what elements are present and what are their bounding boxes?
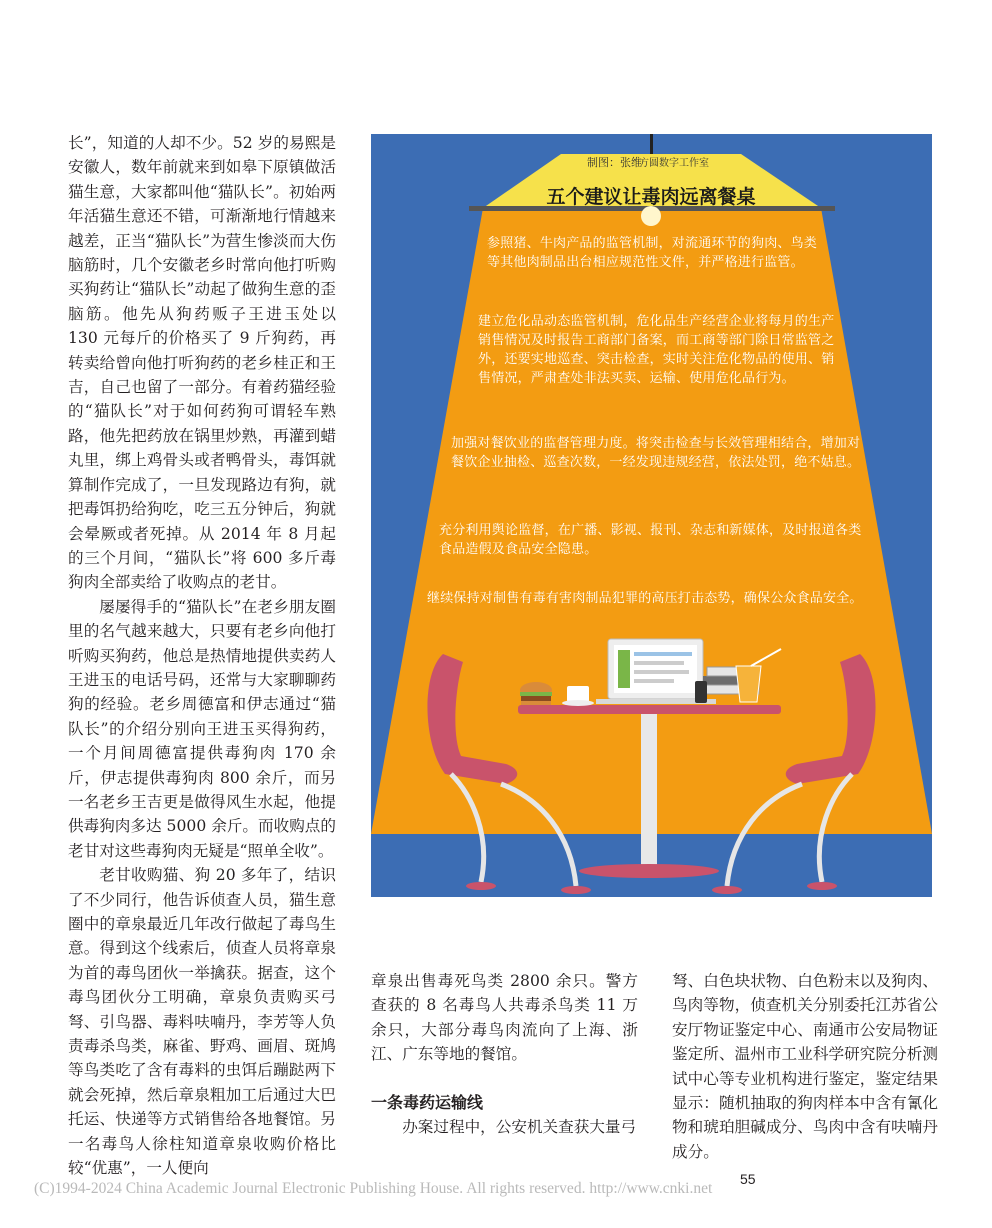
body-paragraph: 弩、白色块状物、白色粉末以及狗肉、鸟肉等物，侦查机关分别委托江苏省公安厅物证鉴定中心、南通市公安局物证鉴定所、温州市工业科学研究院分析测试中心等专业机构进行鉴定，鉴定结果显示：随机抽取的狗肉样本中含有氰化物和琥珀胆碱成分、鸟肉中含有呋喃丹成分。 (672, 972, 938, 1161)
tip-4: 充分利用舆论监督，在广播、影视、报刊、杂志和新媒体，及时报道各类食品造假及食品安全隐患。 (439, 523, 862, 557)
body-paragraph: 长”，知道的人却不少。52 岁的易熙是安徽人，数年前就来到如皋下原镇做活猫生意，大家都叫他“猫队长”。初始两年活猫生意还不错，可渐渐地行情越来越差，正当“猫队长”为营生惨淡而大伤脑筋时，几个安徽老乡时常向他打听购买狗药让“猫队长”动起了做狗生意的歪脑筋。他先从狗药贩子王进玉处以 130 元每斤的价格买了 9 斤狗药，再转卖给曾向他打听狗药的老乡桂正和王吉，自己也留了一部分。有着药猫经验的“猫队长”对于如何药狗可谓轻车熟路，他先把药放在锅里炒熟，再灌到蜡丸里，绑上鸡骨头或者鸭骨头，毒饵就算制作完成了，一旦发现路边有狗，就把毒饵扔给狗吃，吃三五分钟后，狗就会晕厥或者死掉。从 2014 年 8 月起的三个月间，“猫队长”将 600 多斤毒狗肉全部卖给了收购点的老甘。 (68, 134, 336, 592)
infographic-text-layer (371, 134, 932, 897)
tip-5: 继续保持对制售有毒有害肉制品犯罪的高压打击态势，确保公众食品安全。 (427, 591, 863, 606)
body-paragraph: 屡屡得手的“猫队长”在老乡朋友圈里的名气越来越大，只要有老乡向他打听购买狗药，他总是热情地提供卖药人王进玉的电话号码，还常与大家聊聊药狗的经验。老乡周德富和伊志通过“猫队长”的介绍分别向王进玉买得狗药，一个月间周德富提供毒狗肉 170 余斤，伊志提供毒狗肉 800 余斤，而另一名老乡王吉更是做得风生水起，他提供毒狗肉多达 5000 余斤。而收购点的老甘对这些毒狗肉无疑是“照单全收”。 (68, 597, 336, 860)
copyright-watermark: (C)1994-2024 China Academic Journal Electronic Publishing House. All rights reserved. http://www.cnki.net (34, 1180, 713, 1197)
infographic (371, 134, 932, 897)
body-paragraph: 章泉出售毒死鸟类 2800 余只。警方查获的 8 名毒鸟人共毒杀鸟类 11 万余只，大部分毒鸟肉流向了上海、浙江、广东等地的餐馆。 (371, 972, 638, 1064)
right-column (672, 969, 938, 1164)
body-paragraph: 办案过程中，公安机关查获大量弓 (402, 1117, 637, 1136)
body-paragraph: 老甘收购猫、狗 20 多年了，结识了不少同行，他告诉侦查人员，猫生意圈中的章泉最近几年改行做起了毒鸟生意。得到这个线索后，侦查人员将章泉为首的毒鸟团伙一举擒获。据查，这个毒鸟团伙分工明确，章泉负责购买弓弩、引鸟器、毒料呋喃丹，李芳等人负责毒杀鸟类，麻雀、野鸡、画眉、斑鸠等鸟类吃了含有毒料的虫饵后蹦跶两下就会死掉，然后章泉粗加工后通过大巴托运、快递等方式销售给各地餐馆。另一名毒鸟人徐柱知道章泉收购价格比较“优惠”，一人便向 (68, 866, 336, 1178)
infographic-credit: 制图：张维 (587, 156, 642, 169)
infographic-title: 五个建议让毒肉远离餐桌 (546, 186, 756, 208)
spacer (371, 1067, 638, 1091)
tip-3: 加强对餐饮业的监督管理力度。将突击检查与长效管理相结合，增加对餐饮企业抽检、巡查次数，一经发现违规经营，依法处罚，绝不姑息。 (451, 436, 861, 470)
left-column (68, 131, 336, 1180)
middle-column (371, 969, 638, 1139)
infographic-logo: 方圆数字工作室 (639, 158, 709, 169)
tip-2: 建立危化品动态监管机制，危化品生产经营企业将每月的生产销售情况及时报告工商部门备案，而工商等部门除日常监管之外，还要实地巡查、突击检查，实时关注危化物品的使用、销售情况，严肃查处非法买卖、运输、使用危化品行为。 (478, 314, 835, 386)
page-number: 55 (740, 1171, 756, 1187)
tip-1: 参照猪、牛肉产品的监管机制，对流通环节的狗肉、鸟类等其他肉制品出台相应规范性文件，并严格进行监管。 (487, 236, 818, 270)
section-title: 一条毒药运输线 (371, 1092, 484, 1112)
